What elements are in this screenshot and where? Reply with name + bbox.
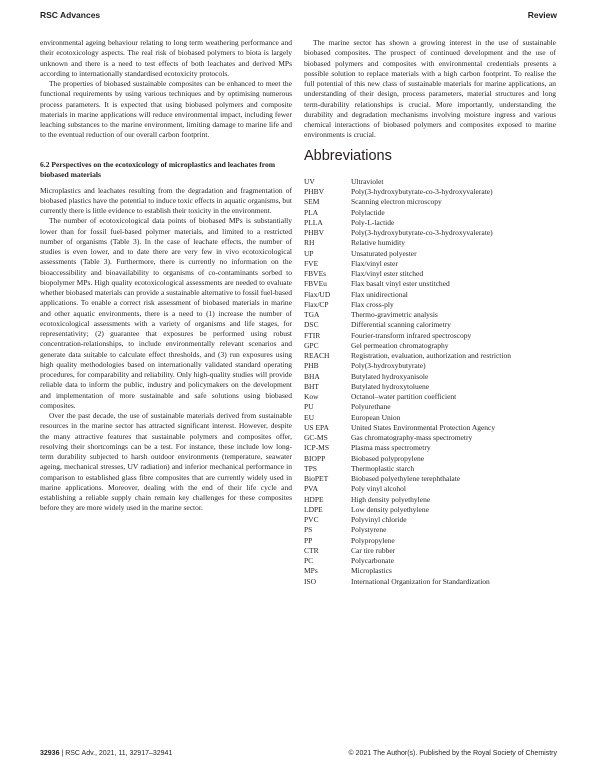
- abbreviation-row: [304, 372, 556, 382]
- journal-name: RSC Advances: [40, 10, 101, 20]
- abbreviation-definition: Biobased polypropylene: [351, 453, 425, 463]
- abbreviation-row: [304, 536, 556, 546]
- abbreviation-row: [304, 525, 556, 535]
- abbreviation-definition: Polystyrene: [351, 525, 387, 535]
- abbreviation-term: FVE: [304, 258, 319, 268]
- paragraph: The properties of biobased sustainable composites can be enhanced to meet the functional requirements by using various techniques and by optimising numerous process parameters. It is expected that using biobased polymers and composite materials in marine applications will reduce environmental impact, including fewer leaching substances to the marine environment, limiting damage to marine life and to the eventual reduction of our overall carbon footprint.: [40, 79, 292, 140]
- abbreviation-term: PC: [304, 556, 314, 565]
- abbreviation-definition: United States Environmental Protection Agency: [351, 422, 496, 432]
- abbreviation-term: GPC: [304, 340, 319, 350]
- abbreviation-term: BHA: [304, 371, 320, 381]
- abbreviation-row: [304, 177, 556, 187]
- section-label: Review: [527, 10, 557, 20]
- abbreviation-term: PHB: [304, 361, 319, 371]
- abbreviation-definition: Polypropylene: [351, 535, 395, 545]
- abbreviation-term: US EPA: [304, 422, 329, 432]
- abbreviation-row: [304, 208, 556, 218]
- page-header: [40, 10, 557, 24]
- abbreviation-row: [304, 423, 556, 433]
- abbreviation-definition: International Organization for Standardization: [351, 576, 490, 586]
- abbreviation-definition: Poly(3-hydroxybutyrate-co-3-hydroxyvalerate): [351, 228, 493, 237]
- abbreviation-definition: Registration, evaluation, authorization and restriction: [351, 351, 511, 360]
- abbreviation-definition: Thermoplastic starch: [351, 463, 415, 473]
- abbreviation-row: [304, 464, 556, 474]
- abbreviation-term: MPs: [304, 566, 318, 576]
- abbreviation-term: Flax/UD: [304, 289, 331, 299]
- paragraph: environmental ageing behaviour relating to long term weathering performance and their ecotoxicology aspects. The real risk of biobased polymers to biota is largely unknown and there is a need to test effects of both leachates and derived MPs according to internationally standardised ecotoxicity protocols.: [40, 38, 292, 78]
- abbreviation-row: [304, 474, 556, 484]
- abbreviation-row: [304, 290, 556, 300]
- abbreviation-row: [304, 310, 556, 320]
- abbreviation-definition: Poly(3-hydroxybutyrate): [351, 361, 426, 371]
- abbreviation-row: [304, 392, 556, 402]
- abbreviation-term: PVA: [304, 484, 319, 494]
- abbreviation-term: UP: [304, 248, 314, 258]
- paragraph: Over the past decade, the use of sustainable materials derived from sustainable resources in the marine sector has attracted significant interest. However, despite the many attractive features that sustainable polymers and composites offer, resolving their shortcomings can be a test. For instance, these include low long-term durability subjected to harsh outdoor environments (temperature, seawater ageing, mechanical stresses, UV radiation) and inferior mechanical performance in comparison to established glass fibre composites that are currently widely used in marine applications. Moreover, dealing with the end of their life cycle and establishing a reliable supply chain remain key challenges for these composites before they are more widely used in the marine sector.: [40, 411, 292, 513]
- abbreviation-row: [304, 197, 556, 207]
- abbreviation-row: [304, 259, 556, 269]
- abbreviation-row: [304, 351, 556, 361]
- abbreviation-definition: Poly-L-lactide: [351, 217, 395, 227]
- abbreviation-term: PU: [304, 402, 314, 412]
- abbreviation-term: BHT: [304, 381, 319, 391]
- abbreviations-table: [304, 177, 556, 587]
- abbreviation-definition: Poly vinyl alcohol: [351, 484, 406, 494]
- abbreviation-term: HDPE: [304, 494, 324, 504]
- abbreviation-row: [304, 382, 556, 392]
- abbreviation-definition: Flax basalt vinyl ester unstitched: [351, 279, 450, 289]
- abbreviation-definition: High density polyethylene: [351, 494, 431, 504]
- abbreviation-term: Flax/CP: [304, 299, 329, 309]
- abbreviation-row: [304, 413, 556, 423]
- abbreviation-row: [304, 402, 556, 412]
- abbreviation-term: GC-MS: [304, 433, 328, 442]
- abbreviation-row: [304, 566, 556, 576]
- abbreviation-term: PS: [304, 525, 313, 535]
- abbreviation-term: PVC: [304, 515, 319, 524]
- abbreviation-term: FBVEs: [304, 269, 327, 278]
- copyright: © 2021 The Author(s). Published by the Royal Society of Chemistry: [348, 750, 557, 757]
- abbreviation-term: ICP-MS: [304, 443, 330, 453]
- abbreviation-definition: Butylated hydroxytoluene: [351, 381, 430, 391]
- abbreviation-definition: Gel permeation chromatography: [351, 340, 449, 350]
- abbreviation-row: [304, 320, 556, 330]
- abbreviation-definition: Differential scanning calorimetry: [351, 320, 451, 330]
- abbreviation-row: [304, 269, 556, 279]
- left-column: [40, 38, 292, 514]
- abbreviation-definition: Low density polyethylene: [351, 504, 429, 514]
- abbreviation-term: CTR: [304, 545, 319, 555]
- citation: RSC Adv., 2021, 11, 32917–32941: [65, 750, 173, 757]
- abbreviation-definition: Ultraviolet: [351, 176, 384, 186]
- abbreviation-row: [304, 279, 556, 289]
- abbreviation-row: [304, 300, 556, 310]
- section-heading: 6.2 Perspectives on the ecotoxicology of microplastics and leachates from biobased materials: [40, 159, 276, 179]
- paragraph: Microplastics and leachates resulting from the degradation and fragmentation of biobased plastics have the potential to induce toxic effects in aquatic organisms, but currently there is little evidence to establish their toxicity in the environment.: [40, 185, 292, 215]
- abbreviation-term: FTIR: [304, 330, 321, 340]
- abbreviation-definition: Flax/vinyl ester stitched: [351, 269, 424, 278]
- abbreviation-definition: Polycarbonate: [351, 556, 394, 565]
- abbreviation-definition: Thermo-gravimetric analysis: [351, 310, 438, 319]
- abbreviation-definition: Car tire rubber: [351, 545, 396, 555]
- abbreviation-term: PP: [304, 535, 313, 545]
- abbreviation-definition: Polyvinyl chloride: [351, 515, 407, 524]
- abbreviation-term: ISO: [304, 576, 317, 586]
- abbreviation-row: [304, 546, 556, 556]
- abbreviation-term: BioPET: [304, 474, 329, 483]
- abbreviation-term: PLA: [304, 207, 319, 217]
- paragraph: The number of ecotoxicological data points of biobased MPs is substantially lower than for fossil fuel-based polymer materials, and limited to a restricted number of organisms (Table 3). In the case of leachate effects, the number of studies is even lower, and to date there are very few in vivo ecotoxicological assessments (Table 3). Furthermore, there is currently no information on the bioaccessibility and bioavailability to organisms of co-contaminants sorbed to biopolymer MPs. High quality ecotoxicological assessments are needed to evaluate whether biobased materials can provide a sustainable alternative to fossil fuel-based applications. To enable a correct risk assessment of biobased materials in marine and other aquatic environments, there is a need to (1) increase the number of ecotoxicological assessments with a variety of organisms and life stages, for representativity; (2) guarantee that exposures be performed using robust concentration-relationships, to include environmentally relevant scenarios and generate data suitable to calculate effect thresholds, and (3) run exposures using high quality methodologies based on internationally validated standard operating procedures, for comparability and reliability. Only high-quality studies will provide reliable data to inform the public, industry and policymakers on the development and implementation of more sustainable and safe solutions using biobased composites.: [40, 216, 292, 410]
- abbreviation-row: [304, 361, 556, 371]
- abbreviation-definition: Polylactide: [351, 207, 385, 217]
- right-column: [304, 38, 556, 587]
- abbreviation-definition: Biobased polyethylene terephthalate: [351, 474, 461, 483]
- abbreviation-row: [304, 228, 556, 238]
- abbreviation-definition: Poly(3-hydroxybutyrate-co-3-hydroxyvalerate): [351, 187, 493, 196]
- abbreviation-row: [304, 577, 556, 587]
- abbreviation-definition: Octanol–water partition coefficient: [351, 392, 457, 401]
- abbreviation-term: PHBV: [304, 187, 325, 196]
- abbreviation-definition: Fourier-transform infrared spectroscopy: [351, 330, 472, 340]
- abbreviation-row: [304, 556, 556, 566]
- page-number: 32936: [40, 750, 60, 757]
- abbreviation-definition: Scanning electron microscopy: [351, 197, 442, 207]
- abbreviations-heading: Abbreviations: [304, 147, 392, 164]
- abbreviation-row: [304, 505, 556, 515]
- abbreviation-definition: Butylated hydroxyanisole: [351, 371, 429, 381]
- abbreviation-row: [304, 331, 556, 341]
- abbreviation-term: LDPE: [304, 504, 323, 514]
- abbreviation-definition: Flax unidirectional: [351, 289, 408, 299]
- abbreviation-row: [304, 218, 556, 228]
- abbreviation-definition: European Union: [351, 412, 401, 422]
- abbreviation-definition: Relative humidity: [351, 238, 405, 248]
- abbreviation-term: TGA: [304, 310, 320, 319]
- abbreviation-term: DSC: [304, 320, 319, 330]
- abbreviation-term: TPS: [304, 463, 317, 473]
- abbreviation-row: [304, 484, 556, 494]
- abbreviation-row: [304, 443, 556, 453]
- abbreviation-term: REACH: [304, 351, 330, 360]
- abbreviation-definition: Gas chromatography-mass spectrometry: [351, 433, 473, 442]
- abbreviation-term: SEM: [304, 197, 320, 207]
- abbreviation-definition: Microplastics: [351, 566, 392, 576]
- abbreviation-term: EU: [304, 412, 314, 422]
- abbreviation-row: [304, 433, 556, 443]
- abbreviation-term: RH: [304, 238, 315, 248]
- abbreviation-row: [304, 495, 556, 505]
- abbreviation-term: FBVEu: [304, 279, 327, 289]
- abbreviation-term: UV: [304, 176, 315, 186]
- paragraph: The marine sector has shown a growing interest in the use of sustainable biobased composites. The prospect of continued development and the use of biobased polymers and composites with environmental credentials presents a possible solution to replace materials with a high carbon footprint. To realise the full potential of this new class of sustainable materials for marine applications, an understanding of their design, process parameters, material structures and long term-durability relationships is crucial. More importantly, understanding the durability and degradation mechanisms involving moisture ingress and various chemical interactions of biobased polymers and composites exposed to marine environments is crucial.: [304, 38, 556, 140]
- abbreviation-row: [304, 249, 556, 259]
- abbreviation-row: [304, 238, 556, 248]
- abbreviation-row: [304, 454, 556, 464]
- abbreviation-row: [304, 515, 556, 525]
- abbreviation-row: [304, 187, 556, 197]
- abbreviation-definition: Flax/vinyl ester: [351, 258, 398, 268]
- abbreviation-term: BIOPP: [304, 453, 326, 463]
- abbreviation-definition: Plasma mass spectrometry: [351, 443, 431, 453]
- abbreviation-definition: Polyurethane: [351, 402, 391, 412]
- abbreviation-definition: Unsaturated polyester: [351, 248, 417, 258]
- abbreviation-term: PLLA: [304, 217, 323, 227]
- abbreviation-row: [304, 341, 556, 351]
- abbreviation-term: PHBV: [304, 228, 325, 237]
- abbreviation-definition: Flax cross-ply: [351, 299, 394, 309]
- abbreviation-term: Kow: [304, 392, 319, 401]
